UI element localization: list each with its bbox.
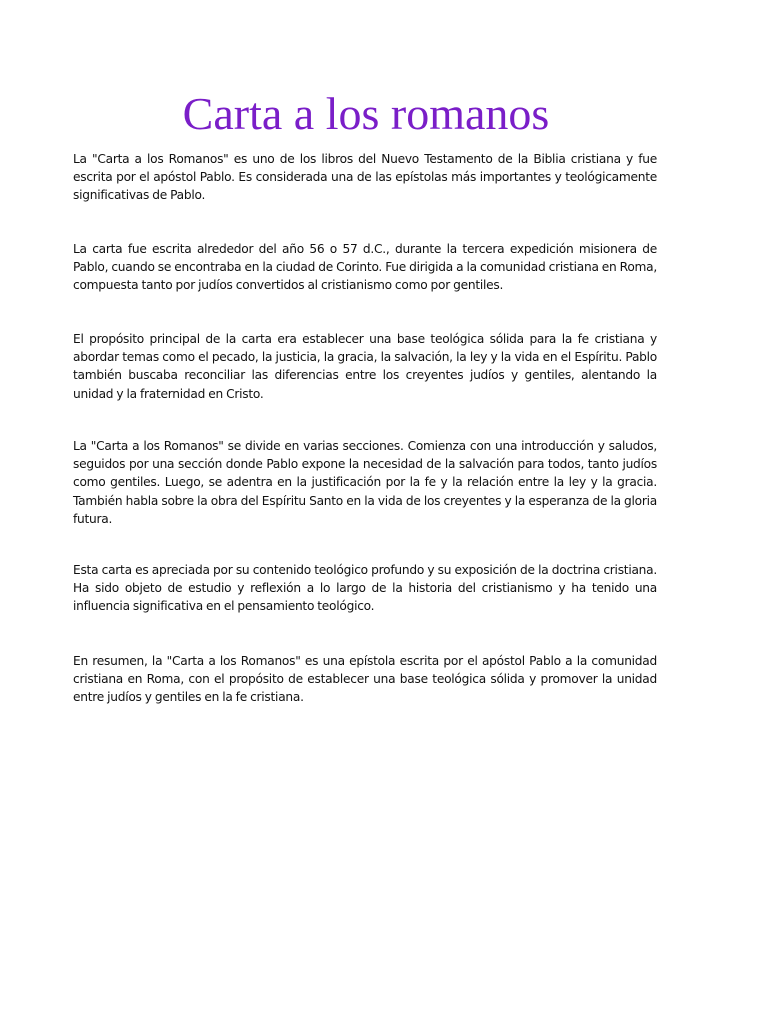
document-title: Carta a los romanos: [182, 88, 550, 139]
paragraph-introduction: La "Carta a los Romanos" es uno de los libros del Nuevo Testamento de la Biblia cristiana y fue escrita por el apóstol Pablo. Es considerada una de las epístolas más importantes y teológicamente significativas de Pablo.: [73, 152, 657, 203]
paragraph-summary: En resumen, la "Carta a los Romanos" es una epístola escrita por el apóstol Pablo a la comunidad cristiana en Roma, con el propósito de establecer una base teológica sólida y promover la unidad entre judíos y gentiles en la fe cristiana.: [73, 654, 657, 705]
paragraph-structure: La "Carta a los Romanos" se divide en varias secciones. Comienza con una introducción y saludos, seguidos por una sección donde Pablo expone la necesidad de la salvación para todos, tanto judíos como gentiles. Luego, se adentra en la justificación por la fe y la relación entre la ley y la gracia. También habla sobre la obra del Espíritu Santo en la vida de los creyentes y la esperanza de la gloria futura.: [73, 439, 657, 526]
paragraph-date-and-place: La carta fue escrita alrededor del año 56 o 57 d.C., durante la tercera expedición misionera de Pablo, cuando se encontraba en la ciudad de Corinto. Fue dirigida a la comunidad cristiana en Roma, compuesta tanto por judíos convertidos al cristianismo como por gentiles.: [73, 242, 657, 293]
paragraph-purpose: El propósito principal de la carta era establecer una base teológica sólida para la fe cristiana y abordar temas como el pecado, la justicia, la gracia, la salvación, la ley y la vida en el Espíritu. Pablo también buscaba reconciliar las diferencias entre los creyentes judíos y gentiles, alentando la unidad y la fraternidad en Cristo.: [73, 332, 657, 401]
paragraph-significance: Esta carta es apreciada por su contenido teológico profundo y su exposición de la doctrina cristiana. Ha sido objeto de estudio y reflexión a lo largo de la historia del cristianismo y ha tenido una influencia significativa en el pensamiento teológico.: [73, 563, 657, 614]
